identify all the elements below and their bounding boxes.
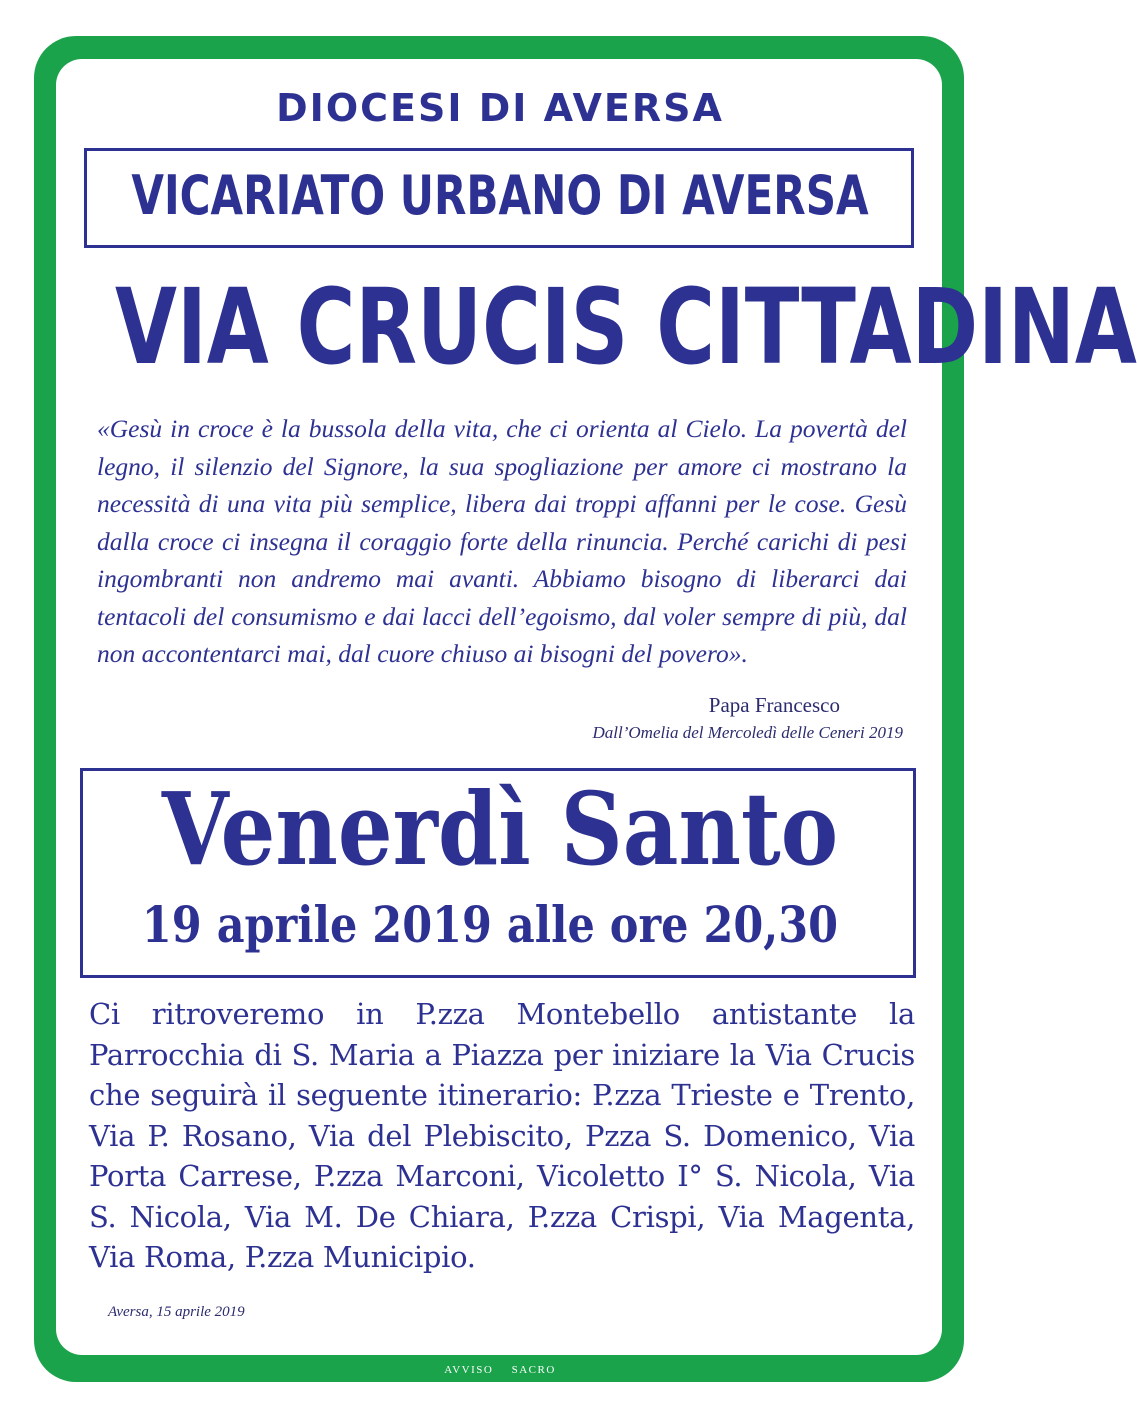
page-title: VIA CRUCIS CITTADINA (115, 266, 1137, 388)
event-day: Venerdì Santo (161, 770, 839, 888)
pope-quote: «Gesù in croce è la bussola della vita, che ci orienta al Cielo. La povertà del legno, il silenzio del Signore, la sua spogliazione per amore ci mostrano la necessità di una vita più semplice, libera dai troppi affanni per le cose. Gesù dalla croce ci insegna il coraggio forte della rinuncia. Perché carichi di pesi ingombranti non andremo mai avanti. Abbiamo bisogno di liberarci dai tentacoli del consumismo e dai lacci dell’egoismo, dal voler sempre di più, dal non accontentarci mai, dal cuore chiuso ai bisogni del povero». (97, 414, 907, 668)
quote-author: Papa Francesco (708, 693, 840, 717)
diocese-heading: DIOCESI DI AVERSA (276, 86, 724, 130)
quote-source: Dall’Omelia del Mercoledì delle Ceneri 2019 (592, 723, 903, 742)
itinerary-text: Ci ritroveremo in P.zza Montebello antistante la Parrocchia di S. Maria a Piazza per iniziare la Via Crucis che seguirà il seguente itinerario: P.zza Trieste e Trento, Via P. Rosano, Via del Plebiscito, Pzza S. Domenico, Via Porta Carrese, P.zza Marconi, Vicoletto I° S. Nicola, Via S. Nicola, Via M. De Chiara, P.zza Crispi, Via Magenta, Via Roma, P.zza Municipio. (89, 997, 915, 1274)
footer-label: AVVISO SACRO (444, 1364, 556, 1376)
vicariate-heading: VICARIATO URBANO DI AVERSA (131, 164, 869, 227)
event-datetime: 19 aprile 2019 alle ore 20,30 (141, 895, 839, 954)
date-place: Aversa, 15 aprile 2019 (108, 1304, 245, 1320)
